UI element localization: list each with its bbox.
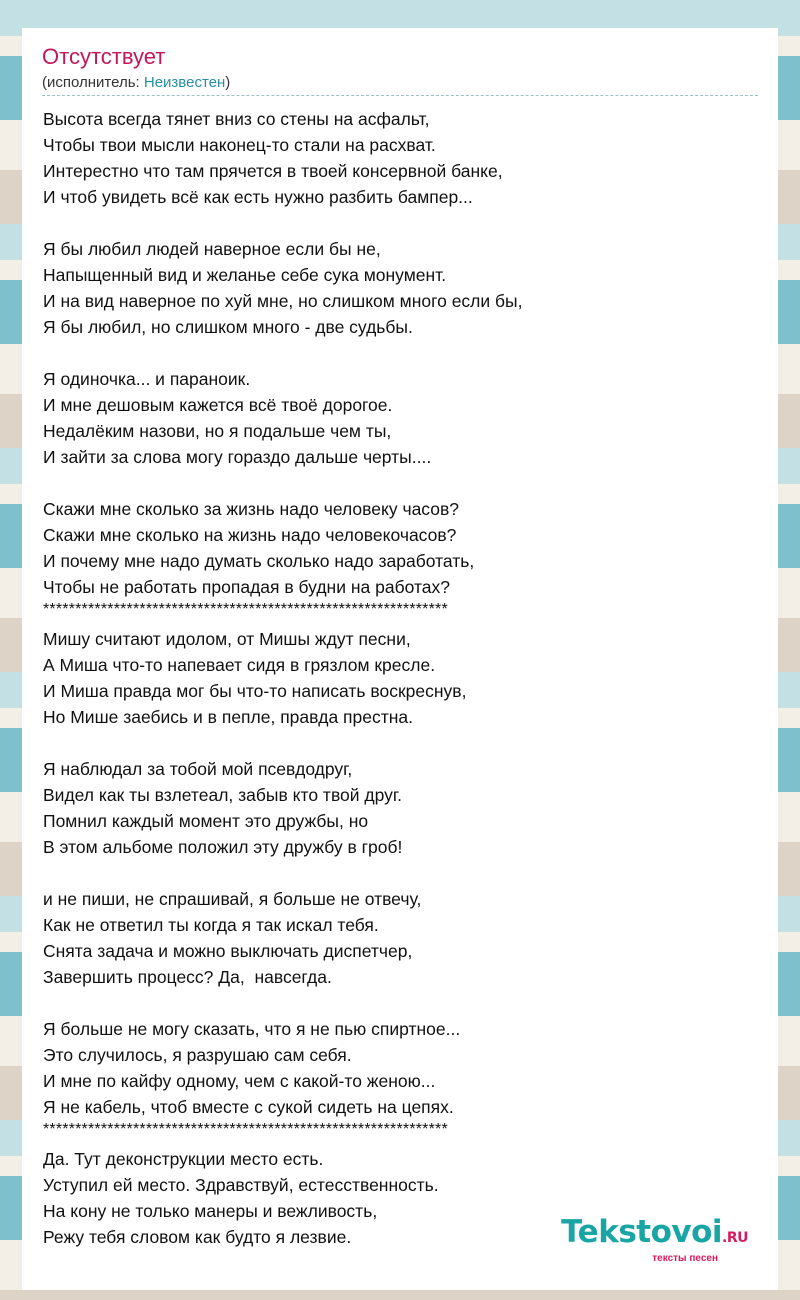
lyric-line: Снята задача и можно выключать диспетчер, (43, 941, 413, 961)
artist-line (42, 73, 758, 96)
lyric-line: Скажи мне сколько за жизнь надо человеку часов? (43, 499, 460, 519)
lyric-line: Чтобы твои мысли наконец-то стали на расхват. (43, 135, 436, 155)
lyric-line: Завершить процесс? Да, навсегда. (43, 967, 332, 987)
stanza-gap (43, 860, 763, 886)
separator-line: *************************************************************** (43, 1121, 448, 1138)
site-logo[interactable] (561, 1216, 748, 1264)
lyric-line: Как не ответил ты когда я так искал тебя. (43, 915, 379, 935)
stanza-gap (43, 210, 763, 236)
lyric-line: и не пиши, не спрашивай, я больше не отвечу, (43, 889, 422, 909)
lyric-line: Чтобы не работать пропадая в будни на работах? (43, 577, 450, 597)
lyric-line: Но Мише заебись и в пепле, правда престна. (43, 707, 414, 727)
stanza-gap (43, 730, 763, 756)
artist-prefix: (исполнитель: (42, 74, 144, 91)
lyric-line: И почему мне надо думать сколько надо заработать, (43, 551, 475, 571)
stanza-gap (43, 340, 763, 366)
lyric-line: Я больше не могу сказать, что я не пью спиртное... (43, 1019, 461, 1039)
artist-suffix: ) (225, 74, 231, 91)
logo-tagline: тексты песен (652, 1253, 718, 1264)
lyric-line: И на вид наверное по хуй мне, но слишком много если бы, (43, 291, 523, 311)
song-header (42, 44, 758, 96)
lyric-line: Я бы любил, но слишком много - две судьбы. (43, 317, 413, 337)
lyric-line: Мишу считают идолом, от Мишы ждут песни, (43, 629, 411, 649)
lyric-line: Уступил ей место. Здравствуй, естесственность. (43, 1175, 439, 1195)
lyrics-body (43, 106, 763, 1250)
lyric-line: Я одиночка... и параноик. (43, 369, 251, 389)
lyric-line: Я наблюдал за тобой мой псевдодруг, (43, 759, 353, 779)
lyric-line: Помнил каждый момент это дружбы, но (43, 811, 369, 831)
lyric-line: Режу тебя словом как будто я лезвие. (43, 1227, 352, 1247)
logo-main-text: Tekstovoi (561, 1214, 723, 1250)
lyric-line: Напыщенный вид и желанье себе сука монумент. (43, 265, 447, 285)
lyric-line: Я бы любил людей наверное если бы не, (43, 239, 381, 259)
lyric-line: И чтоб увидеть всё как есть нужно разбить бампер... (43, 187, 473, 207)
song-title: Отсутствует (42, 44, 166, 69)
logo-wordmark (561, 1216, 748, 1254)
stanza-gap (43, 470, 763, 496)
lyric-line: И мне дешовым кажется всё твоё дорогое. (43, 395, 393, 415)
lyric-line: Да. Тут деконструкции место есть. (43, 1149, 324, 1169)
lyric-line: На кону не только манеры и вежливость, (43, 1201, 378, 1221)
lyric-line: Недалёким назови, но я подальше чем ты, (43, 421, 392, 441)
lyric-line: И Миша правда мог бы что-то написать воскреснув, (43, 681, 467, 701)
lyric-line: Интерестно что там прячется в твоей консервной банке, (43, 161, 503, 181)
artist-link[interactable]: Неизвестен (143, 74, 226, 91)
lyric-line: А Миша что-то напевает сидя в грязлом кресле. (43, 655, 436, 675)
logo-tld: .RU (722, 1230, 748, 1246)
lyric-line: Видел как ты взлетеал, забыв кто твой друг. (43, 785, 403, 805)
lyric-line: Я не кабель, чтоб вместе с сукой сидеть на цепях. (43, 1097, 454, 1117)
lyric-line: И мне по кайфу одному, чем с какой-то женою... (43, 1071, 436, 1091)
lyric-line: Это случилось, я разрушаю сам себя. (43, 1045, 352, 1065)
stanza-gap (43, 990, 763, 1016)
lyrics-card (22, 28, 778, 1290)
lyric-line: И зайти за слова могу гораздо дальше черты.... (43, 447, 432, 467)
lyric-line: Скажи мне сколько на жизнь надо человекочасов? (43, 525, 457, 545)
lyric-line: В этом альбоме положил эту дружбу в гроб! (43, 837, 403, 857)
separator-line: *************************************************************** (43, 601, 448, 618)
lyric-line: Высота всегда тянет вниз со стены на асфальт, (43, 109, 430, 129)
